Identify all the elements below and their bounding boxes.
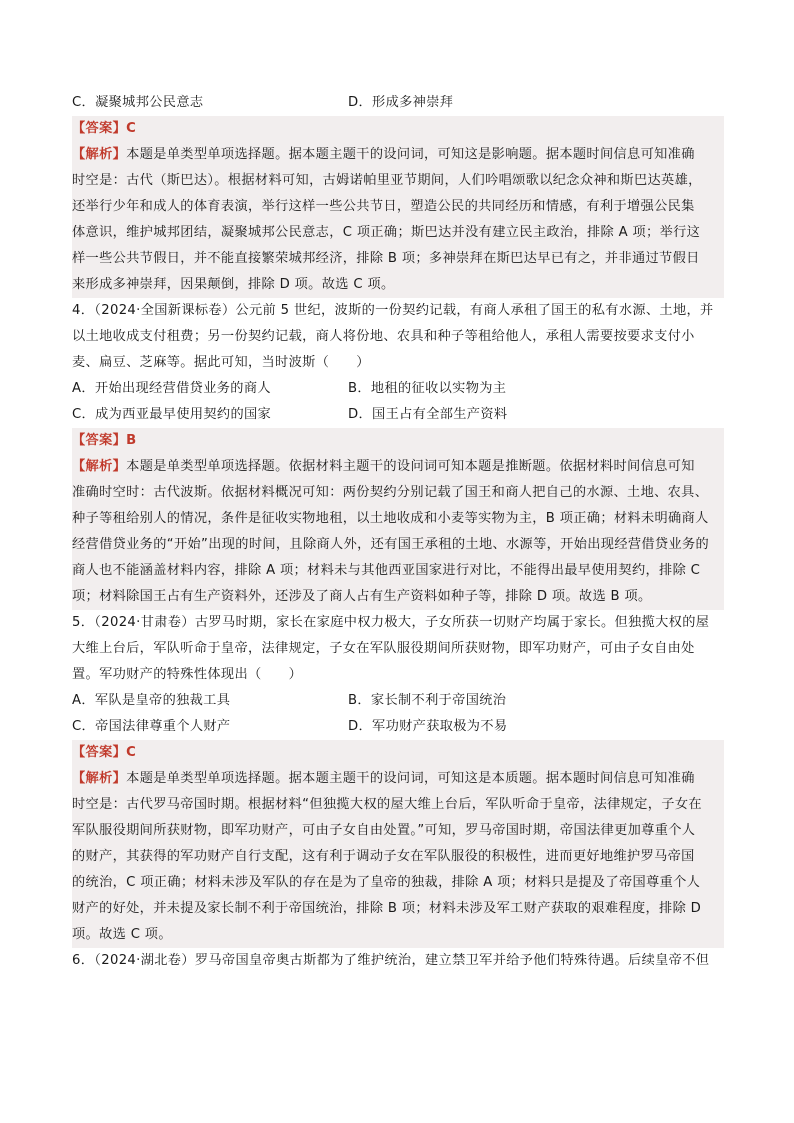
q4-option-b: B．地租的征收以实物为主 [348,381,507,396]
q5-analysis-line: 财产的好处，并未提及家长制不利于帝国统治，排除 B 项；材料未涉及军工财产获取的艰难程度，排除 D [72,901,702,916]
q5-options-row [72,714,724,740]
q5-answer-block [72,740,724,948]
q5-option-d: D．军功财产获取极为不易 [348,719,508,734]
q4-stem-line: 以土地收成支付租费；另一份契约记载，商人将份地、农具和种子等租给他人，承租人需要按要求支付小 [72,329,695,344]
q4-options-row [72,376,724,402]
q5-answer: 【答案】C [72,745,137,760]
q5-stem-line: 5．（2024·甘肃卷）古罗马时期，家长在家庭中权力极大，子女所获一切财产均属于家长。但独揽大权的屋 [72,615,710,630]
q3-analysis-line: 样一些公共节假日，并不能直接繁荣城邦经济，排除 B 项；多神崇拜在斯巴达早已有之，并非通过节假日 [72,251,700,266]
q5-option-b: B．家长制不利于帝国统治 [348,693,507,708]
q5-analysis-line: 的统治，C 项正确；材料未涉及军队的存在是为了皇帝的独裁，排除 A 项；材料只是提及了帝国尊重个人 [72,875,701,890]
q4-answer: 【答案】B [72,433,137,448]
q4-answer-block [72,428,724,610]
q5-option-a: A．军队是皇帝的独裁工具 [72,693,231,708]
q4-option-c: C．成为西亚最早使用契约的国家 [72,407,272,422]
q5-options-row [72,688,724,714]
q3-analysis-line: 还举行少年和成人的体育表演，举行这样一些公共节日，塑造公民的共同经历和情感，有利于增强公民集 [72,199,695,214]
q3-analysis-line: 来形成多神崇拜，因果颠倒，排除 D 项。故选 C 项。 [72,277,395,292]
q3-option-d: D．形成多神崇拜 [348,95,454,110]
q4-analysis-line: 【解析】本题是单类型单项选择题。依据材料主题干的设问词可知本题是推断题。依据材料时间信息可知 [72,459,695,474]
q5-analysis-line: 时空是：古代罗马帝国时期。根据材料“但独揽大权的屋大维上台后，军队听命于皇帝，法律规定，子女在 [72,797,702,812]
q4-analysis-line: 种子等租给别人的情况，条件是征收实物地租，以土地收成和小麦等实物为主，B 项正确；材料未明确商人 [72,511,709,526]
q4-stem-line: 4．（2024·全国新课标卷）公元前 5 世纪，波斯的一份契约记载，有商人承租了国王的私有水源、土地，并 [72,303,714,318]
q4-analysis-line: 项；材料除国王占有生产资料外，还涉及了商人占有生产资料如种子等，排除 D 项。故选 B 项。 [72,589,652,604]
q5-analysis-line: 项。故选 C 项。 [72,927,172,942]
q4-stem-line: 麦、扁豆、芝麻等。据此可知，当时波斯（ ） [72,355,370,370]
q5-stem-line: 置。军功财产的特殊性体现出（ ） [72,667,303,682]
q6-stem-line: 6．（2024·湖北卷）罗马帝国皇帝奥古斯都为了维护统治，建立禁卫军并给予他们特殊待遇。后续皇帝不但 [72,953,710,968]
q5-analysis-line: 【解析】本题是单类型单项选择题。据本题主题干的设问词，可知这是本质题。据本题时间信息可知准确 [72,771,695,786]
q3-answer-block [72,116,724,298]
q4-option-d: D．国王占有全部生产资料 [348,407,508,422]
q4-option-a: A．开始出现经营借贷业务的商人 [72,381,271,396]
q3-options-row [72,90,724,116]
q3-analysis-line: 时空是：古代（斯巴达）。根据材料可知，古姆诺帕里亚节期间，人们吟唱颂歌以纪念众神和斯巴达英雄， [72,173,702,188]
q5-stem-line: 大维上台后，军队听命于皇帝，法律规定，子女在军队服役期间所获财物，即军功财产，可由子女自由处 [72,641,695,656]
q4-analysis-line: 商人也不能涵盖材料内容，排除 A 项；材料未与其他西亚国家进行对比，不能得出最早使用契约，排除 C [72,563,701,578]
content [72,90,724,974]
q3-analysis-line: 【解析】本题是单类型单项选择题。据本题主题干的设问词，可知这是影响题。据本题时间信息可知准确 [72,147,695,162]
q3-analysis-line: 体意识，维护城邦团结，凝聚城邦公民意志，C 项正确；斯巴达并没有建立民主政治，排除 A 项；举行这 [72,225,701,240]
q5-option-c: C．帝国法律尊重个人财产 [72,719,231,734]
q4-analysis-line: 经营借贷业务的“开始”出现的时间，且除商人外，还有国王承租的土地、水源等，开始出现经营借贷业务的 [72,537,710,552]
q5-analysis-line: 的财产，其获得的军功财产自行支配，这有利于调动子女在军队服役的积极性，进而更好地维护罗马帝国 [72,849,695,864]
q4-options-row [72,402,724,428]
q4-analysis-line: 准确时空时：古代波斯。依据材料概况可知：两份契约分别记载了国王和商人把自己的水源、土地、农具、 [72,485,709,500]
q5-analysis-line: 军队服役期间所获财物，即军功财产，可由子女自由处置。”可知，罗马帝国时期，帝国法律更加尊重个人 [72,823,696,838]
q3-answer: 【答案】C [72,121,137,136]
q3-option-c: C．凝聚城邦公民意志 [72,95,204,110]
